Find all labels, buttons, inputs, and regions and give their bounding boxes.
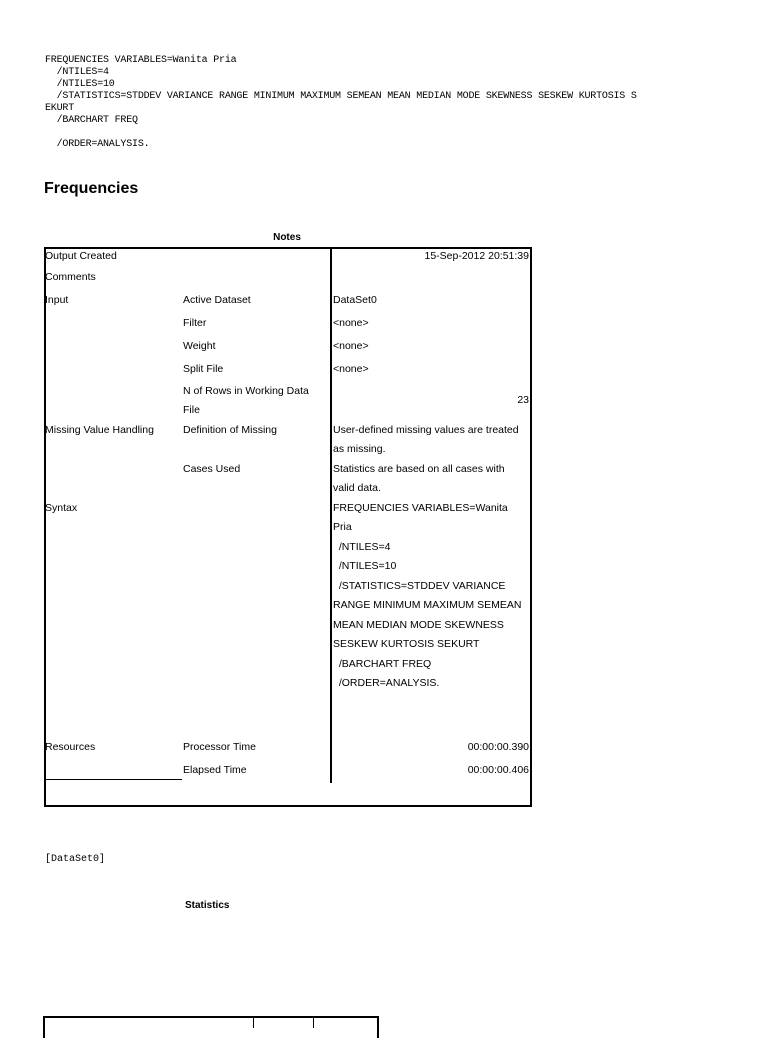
table-cell xyxy=(44,336,182,359)
table-cell: Comments xyxy=(45,271,96,284)
dataset-label: [DataSet0] xyxy=(45,854,106,865)
table-cell: <none> xyxy=(333,317,369,330)
syntax-line: /STATISTICS=STDDEV VARIANCE RANGE MINIMUM MAXIMUM SEMEAN MEAN MEDIAN MODE SKEWNESS SESKEW KURTOSIS S xyxy=(45,91,637,102)
page-title: Frequencies xyxy=(44,180,139,197)
table-cell: 23 xyxy=(517,394,529,407)
table-cell: Output Created xyxy=(45,250,117,262)
table-cell: Syntax xyxy=(45,501,78,514)
table-row xyxy=(44,421,531,460)
table-cell: Filter xyxy=(182,313,331,336)
divider xyxy=(46,779,182,780)
table-cell: Elapsed Time xyxy=(182,760,331,783)
table-cell xyxy=(182,267,331,290)
divider xyxy=(313,1016,314,1028)
syntax-line: EKURT xyxy=(45,103,75,114)
table-cell: <none> xyxy=(333,363,369,376)
table-row xyxy=(44,290,531,313)
syntax-line: /NTILES=10 xyxy=(45,79,115,90)
table-cell: 00:00:00.390 xyxy=(467,741,529,754)
table-row xyxy=(44,247,531,267)
syntax-line: /ORDER=ANALYSIS. xyxy=(45,139,150,150)
table-cell: Cases Used xyxy=(182,460,331,499)
table-cell: Statistics are based on all cases with valid data. xyxy=(333,462,505,494)
table-row xyxy=(44,313,531,336)
table-cell: Processor Time xyxy=(182,737,331,760)
table-cell: FREQUENCIES VARIABLES=Wanita Pria /NTILES=4 /NTILES=10 /STATISTICS=STDDEV VARIANCE RANGE MINIMUM MAXIMUM SEMEAN MEAN MEDIAN MODE SKEWNESS SESKEW KURTOSIS SEKURT /BARCHART FREQ /ORDER=ANALYSIS. xyxy=(333,501,522,689)
statistics-table xyxy=(43,1016,379,1038)
table-row xyxy=(44,499,531,737)
table-cell: Missing Value Handling xyxy=(45,423,154,436)
table-cell xyxy=(182,499,331,737)
table-cell: N of Rows in Working Data File xyxy=(182,382,331,421)
table-cell xyxy=(44,382,182,421)
table-cell xyxy=(331,267,531,290)
table-cell: Split File xyxy=(182,359,331,382)
table-cell: Resources xyxy=(45,741,96,754)
table-cell xyxy=(44,460,182,499)
syntax-line: /BARCHART FREQ xyxy=(45,115,138,126)
table-cell: <none> xyxy=(333,340,369,353)
table-cell: Definition of Missing xyxy=(182,421,331,460)
divider xyxy=(253,1016,254,1028)
table-row xyxy=(44,460,531,499)
table-row xyxy=(44,336,531,359)
table-cell: Active Dataset xyxy=(182,290,331,313)
table-row xyxy=(44,267,531,290)
table-cell: Input xyxy=(45,294,69,307)
table-row xyxy=(44,737,531,760)
table-cell xyxy=(44,313,182,336)
notes-table-title: Notes xyxy=(273,232,301,243)
table-cell: 00:00:00.406 xyxy=(467,764,529,777)
syntax-line: FREQUENCIES VARIABLES=Wanita Pria xyxy=(45,55,237,66)
syntax-line: /NTILES=4 xyxy=(45,67,109,78)
table-row xyxy=(44,382,531,421)
table-cell: 15-Sep-2012 20:51:39 xyxy=(424,250,529,262)
table-row xyxy=(44,359,531,382)
table-cell xyxy=(182,247,331,267)
table-cell: Weight xyxy=(182,336,331,359)
table-cell: DataSet0 xyxy=(333,294,377,307)
notes-table xyxy=(44,247,531,783)
table-cell xyxy=(44,359,182,382)
table-cell: User-defined missing values are treated as missing. xyxy=(333,423,519,455)
statistics-table-title: Statistics xyxy=(185,900,230,911)
syntax-block xyxy=(45,55,637,151)
